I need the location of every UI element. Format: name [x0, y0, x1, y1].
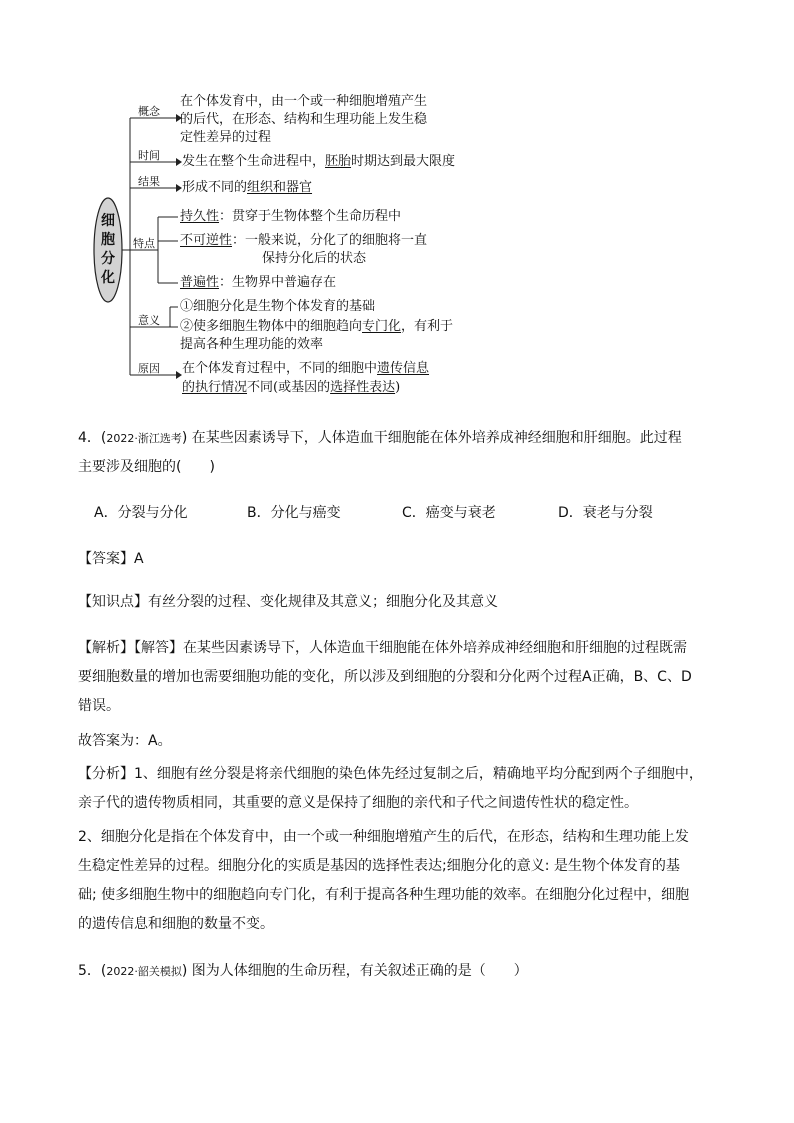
meaning-post: ，有利于 [401, 319, 454, 334]
concept-line: 的后代，在形态、结构和生理功能上发生稳 [180, 112, 428, 127]
q4-fenxi: 亲子代的遗传物质相同，其重要的意义是保持了细胞的亲代和子代之间遗传性状的稳定性。 [78, 795, 638, 811]
cause-line [182, 380, 400, 396]
q4-stem-line1 [78, 424, 682, 453]
q4-fenxi: 2、细胞分化是指在个体发育中，由一个或一种细胞增殖产生的后代，在形态，结构和生理功能上发 [78, 829, 689, 845]
q5-stem-text: ) 图为人体细胞的生命历程，有关叙述正确的是（ ） [181, 963, 528, 979]
result-underlined: 组织和器官 [247, 180, 313, 195]
q4-option-c[interactable]: C．癌变与衰老 [402, 505, 496, 521]
q4-fenxi: 的遗传信息和细胞的数量不变。 [78, 916, 274, 932]
meaning-line [180, 319, 453, 335]
cause-pre: 在个体发育过程中，不同的细胞中 [182, 361, 378, 376]
result-pre: 形成不同的 [182, 180, 248, 195]
cause-line [182, 361, 429, 377]
feature-desc: ：生物界中普遍存在 [219, 275, 337, 290]
q4-analysis: 错误。 [78, 698, 120, 714]
feature-item [180, 233, 427, 249]
branch-label-concept: 概念 [138, 105, 160, 118]
branch-label-result: 结果 [138, 175, 160, 188]
q4-source: 2022·浙江选考 [106, 432, 182, 445]
time-post: 时期达到最大限度 [351, 154, 456, 169]
feature-item [180, 209, 401, 225]
cell-differentiation-diagram [0, 0, 794, 410]
feature-term: 持久性 [180, 209, 220, 224]
q4-option-d[interactable]: D．衰老与分裂 [558, 505, 653, 521]
time-text [182, 154, 455, 170]
meaning-pre: ②使多细胞生物体中的细胞趋向 [180, 319, 363, 334]
feature-item-cont: 保持分化后的状态 [262, 251, 367, 266]
q5-number: 5．( [78, 963, 107, 979]
time-underlined: 胚胎 [325, 154, 352, 169]
q4-option-b[interactable]: B．分化与癌变 [247, 505, 341, 521]
concept-line: 在个体发育中，由一个或一种细胞增殖产生 [180, 94, 428, 109]
feature-term: 普遍性 [180, 275, 220, 290]
branch-label-feature: 特点 [133, 237, 155, 250]
meaning-line: ①细胞分化是生物个体发育的基础 [180, 299, 376, 314]
feature-term: 不可逆性 [180, 233, 233, 248]
branch-label-time: 时间 [138, 149, 160, 162]
time-pre: 发生在整个生命进程中， [182, 154, 326, 169]
diagram-lines [0, 0, 794, 410]
q5-stem [78, 957, 528, 986]
q4-final-answer: 故答案为：A。 [78, 733, 172, 749]
meaning-line: 提高各种生理功能的效率 [180, 337, 324, 352]
branch-label-cause: 原因 [138, 362, 160, 375]
cause-underlined: 遗传信息 [377, 361, 430, 376]
q4-fenxi: 生稳定性差异的过程。细胞分化的实质是基因的选择性表达;细胞分化的意义: 是生物个体发育的基 [78, 858, 680, 874]
q4-analysis: 【解析】【解答】在某些因素诱导下，人体造血干细胞能在体外培养成神经细胞和肝细胞的过程既需 [78, 640, 687, 656]
q4-answer: 【答案】A [78, 551, 144, 567]
branch-label-meaning: 意义 [138, 314, 160, 327]
result-text [182, 180, 312, 196]
q4-fenxi: 础; 使多细胞生物中的细胞趋向专门化，有利于提高各种生理功能的效率。在细胞分化过程中，细胞 [78, 887, 690, 903]
q4-analysis: 要细胞数量的增加也需要细胞功能的变化，所以涉及到细胞的分裂和分化两个过程A正确，B、C、D [78, 669, 692, 685]
center-label: 细胞分化 [101, 213, 115, 286]
meaning-underlined: 专门化 [362, 319, 402, 334]
q4-knowledge: 【知识点】有丝分裂的过程、变化规律及其意义；细胞分化及其意义 [78, 594, 498, 610]
cause-underlined: 的执行情况 [182, 380, 248, 395]
cause-mid: 不同(或基因的 [247, 380, 331, 395]
feature-desc: ：贯穿于生物体整个生命历程中 [219, 209, 402, 224]
feature-item [180, 275, 336, 291]
q4-fenxi: 【分析】1、细胞有丝分裂是将亲代细胞的染色体先经过复制之后，精确地平均分配到两个子细胞中， [78, 766, 703, 782]
cause-underlined: 选择性表达 [330, 380, 396, 395]
feature-desc: ：一般来说，分化了的细胞将一直 [232, 233, 428, 248]
q4-number: 4．( [78, 430, 107, 446]
q5-source: 2022·韶关模拟 [106, 965, 182, 978]
q4-stem-line2: 主要涉及细胞的( ) [78, 459, 215, 475]
q4-stem: ) 在某些因素诱导下，人体造血干细胞能在体外培养成神经细胞和肝细胞。此过程 [181, 430, 682, 446]
cause-post: ) [395, 380, 401, 395]
q4-option-a[interactable]: A．分裂与分化 [94, 505, 188, 521]
concept-line: 定性差异的过程 [180, 130, 272, 145]
